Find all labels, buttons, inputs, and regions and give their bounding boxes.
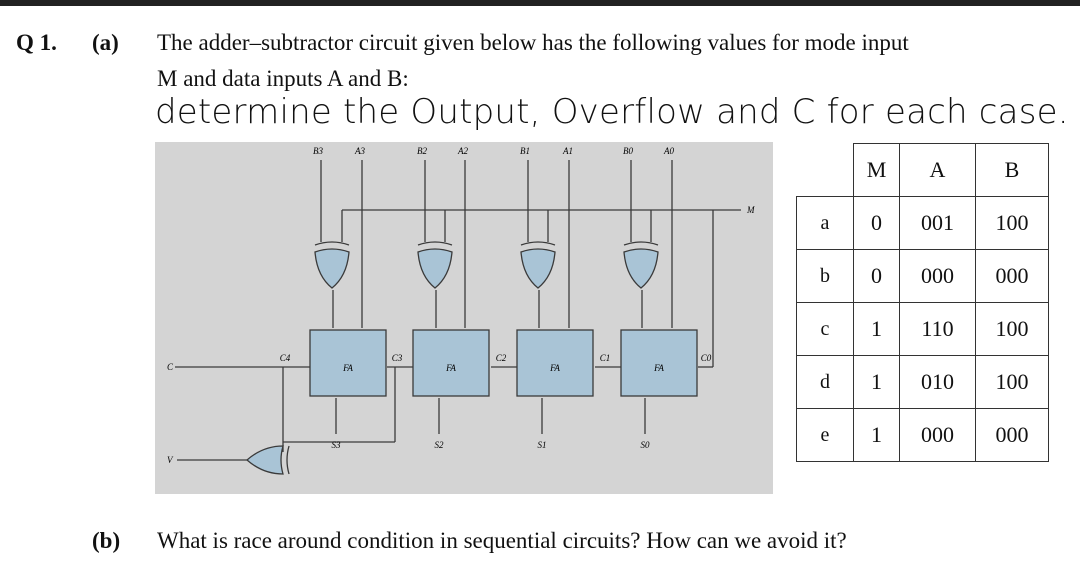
adder-subtractor-circuit xyxy=(155,142,773,494)
part-a-text-line2: M and data inputs A and B: xyxy=(157,66,409,91)
part-a-text-line1: The adder–subtractor circuit given below has the following values for mode input xyxy=(157,30,909,55)
table-header-row xyxy=(797,144,1049,197)
fa-label-2: FA xyxy=(446,363,456,373)
input-label-a1: A1 xyxy=(563,146,573,156)
part-b-text: What is race around condition in sequential circuits? How can we avoid it? xyxy=(157,528,847,553)
cell-a: 001 xyxy=(900,197,976,250)
fa-label-1: FA xyxy=(550,363,560,373)
cell-a: 010 xyxy=(900,356,976,409)
input-label-b1: B1 xyxy=(520,146,530,156)
fa-label-0: FA xyxy=(654,363,664,373)
cell-b: 000 xyxy=(976,409,1049,462)
circuit-background xyxy=(155,142,773,494)
header-m: M xyxy=(854,144,900,197)
input-label-b2: B2 xyxy=(417,146,427,156)
sum-label-s0: S0 xyxy=(640,440,650,450)
input-label-a0: A0 xyxy=(664,146,674,156)
carry-label-c4: C4 xyxy=(279,353,291,363)
carry-out-label: C xyxy=(167,362,174,372)
fa-label-3: FA xyxy=(343,363,353,373)
cell-a: 000 xyxy=(900,250,976,303)
table-corner-cell xyxy=(797,144,854,197)
input-label-a2: A2 xyxy=(458,146,468,156)
row-label: a xyxy=(797,197,854,250)
sum-label-s1: S1 xyxy=(537,440,547,450)
question-number: Q 1. xyxy=(16,30,57,55)
table-row xyxy=(797,250,1049,303)
cell-b: 100 xyxy=(976,356,1049,409)
cell-m: 0 xyxy=(854,250,900,303)
row-label: c xyxy=(797,303,854,356)
table-row xyxy=(797,303,1049,356)
carry-label-c1: C1 xyxy=(599,353,611,363)
input-label-b0: B0 xyxy=(623,146,633,156)
table-row xyxy=(797,356,1049,409)
carry-label-c3: C3 xyxy=(391,353,403,363)
overflow-label: V xyxy=(167,455,173,465)
row-label: e xyxy=(797,409,854,462)
part-a-label: (a) xyxy=(92,30,119,55)
sum-label-s2: S2 xyxy=(434,440,444,450)
input-label-b3: B3 xyxy=(313,146,323,156)
mode-label: M xyxy=(747,205,755,215)
cell-m: 1 xyxy=(854,303,900,356)
row-label: d xyxy=(797,356,854,409)
sum-label-s3: S3 xyxy=(331,440,341,450)
input-label-a3: A3 xyxy=(355,146,365,156)
header-a: A xyxy=(900,144,976,197)
cell-m: 1 xyxy=(854,409,900,462)
cell-a: 000 xyxy=(900,409,976,462)
cell-b: 100 xyxy=(976,197,1049,250)
row-label: b xyxy=(797,250,854,303)
part-b-label: (b) xyxy=(92,528,121,553)
cell-b: 100 xyxy=(976,303,1049,356)
table-row xyxy=(797,197,1049,250)
cell-m: 0 xyxy=(854,197,900,250)
cell-m: 1 xyxy=(854,356,900,409)
header-b: B xyxy=(976,144,1049,197)
values-table xyxy=(796,143,1049,462)
table-row xyxy=(797,409,1049,462)
carry-label-c2: C2 xyxy=(495,353,507,363)
carry-label-c0: C0 xyxy=(700,353,712,363)
cell-b: 000 xyxy=(976,250,1049,303)
top-rule xyxy=(0,0,1080,6)
handwritten-instruction: determine the Output, Overflow and C for each case. xyxy=(155,92,1069,132)
cell-a: 110 xyxy=(900,303,976,356)
